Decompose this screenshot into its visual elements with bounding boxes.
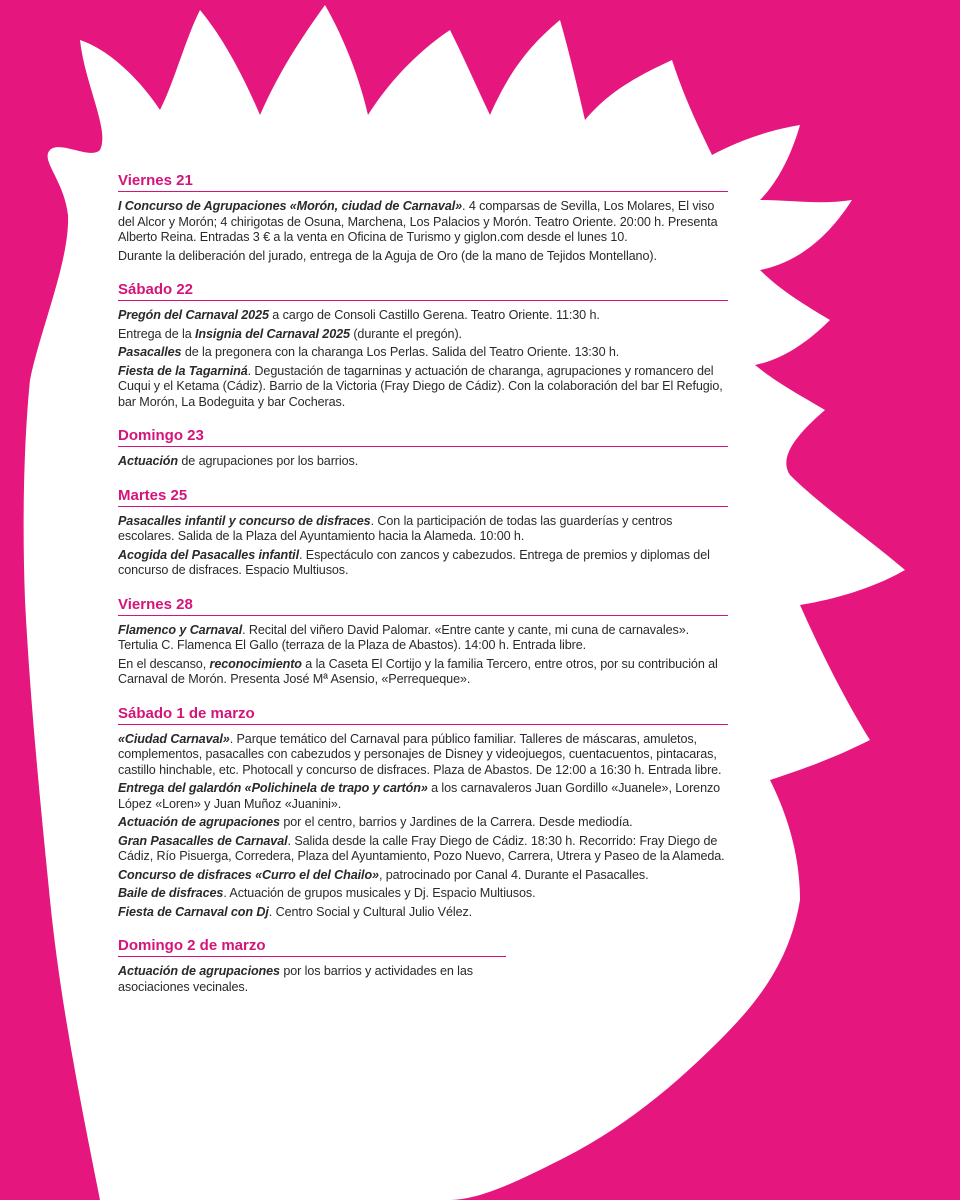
day-viernes-21 [118,172,728,264]
event-item: Concurso de disfraces «Curro el del Chailo», patrocinado por Canal 4. Durante el Pasacalles. [118,867,649,882]
event-item: En el descanso, reconocimiento a la Caseta El Cortijo y la familia Tercero, entre otros, por su contribución al Carnaval de Morón. Presenta José Mª Asensio, «Perrequeque». [118,656,718,686]
day-title: Viernes 28 [118,596,728,616]
event-item: Flamenco y Carnaval. Recital del viñero David Palomar. «Entre cante y cante, mi cuna de carnavales». Tertulia C. Flamenca El Gallo (terraza de la Plaza de Abastos). 14:00 h. Entrada libre. [118,622,690,652]
day-martes-25 [118,487,728,579]
day-title: Domingo 23 [118,427,728,447]
day-sabado-22 [118,281,728,410]
event-item: Gran Pasacalles de Carnaval. Salida desde la calle Fray Diego de Cádiz. 18:30 h. Recorrido: Fray Diego de Cádiz, Río Pisuerga, Corredera, Plaza del Ayuntamiento, Pozo Nuevo, Carrera, Utrera y Paseo de la Alameda. [118,833,725,863]
day-title: Martes 25 [118,487,728,507]
event-item: Pasacalles de la pregonera con la charanga Los Perlas. Salida del Teatro Oriente. 13:30 h. [118,345,620,359]
event-item: «Ciudad Carnaval». Parque temático del Carnaval para público familiar. Talleres de máscaras, amuletos, complementos, pasacalles con cabezudos y personajes de Disney y videojuegos, cuentacuentos, pintacaras, castillo hinchable, etc. Photocall y concurso de disfraces. Plaza de Abastos. De 12:00 a 16:30 h. Entrada libre. [118,731,722,777]
day-domingo-23 [118,427,728,470]
day-title: Viernes 21 [118,172,728,192]
event-item: Entrega del galardón «Polichinela de trapo y cartón» a los carnavaleros Juan Gordillo «Juanele», Lorenzo López «Loren» y Juan Muñoz «Juanini». [118,781,721,811]
event-item: Actuación de agrupaciones por los barrios. [118,454,359,468]
event-item: Actuación de agrupaciones por el centro, barrios y Jardines de la Carrera. Desde mediodía. [118,815,633,829]
day-domingo-2-marzo [118,937,506,995]
event-item: Entrega de la Insignia del Carnaval 2025 (durante el pregón). [118,326,462,341]
event-item: Fiesta de la Tagarniná. Degustación de tagarninas y actuación de charanga, agrupaciones y romancero del Cuqui y el Ketama (Cádiz). Barrio de la Victoria (Fray Diego de Cádiz). Con la colaboración del bar El Refugio, bar Morón, La Bodeguita y bar Cocheras. [118,363,723,409]
event-item: I Concurso de Agrupaciones «Morón, ciudad de Carnaval». 4 comparsas de Sevilla, Los Molares, El viso del Alcor y Morón; 4 chirigotas de Osuna, Marchena, Los Palacios y Morón. Teatro Oriente. 20:00 h. Presenta Alberto Reina. Entradas 3 € a la venta en Oficina de Turismo y giglon.com desde el lunes 10. [118,199,718,244]
event-item: Fiesta de Carnaval con Dj. Centro Social y Cultural Julio Vélez. [118,904,473,919]
day-title: Sábado 1 de marzo [118,705,728,725]
event-item: Durante la deliberación del jurado, entrega de la Aguja de Oro (de la mano de Tejidos Montellano). [118,248,657,263]
day-sabado-1-marzo [118,705,728,921]
event-item: Actuación de agrupaciones por los barrios y actividades en las asociaciones vecinales. [118,964,473,994]
event-item: Acogida del Pasacalles infantil. Espectáculo con zancos y cabezudos. Entrega de premios y diplomas del concurso de disfraces. Espacio Multiusos. [118,547,710,577]
event-item: Pasacalles infantil y concurso de disfraces. Con la participación de todas las guarderías y centros escolares. Salida de la Plaza del Ayuntamiento hacia la Alameda. 10:00 h. [118,513,673,543]
event-item: Pregón del Carnaval 2025 a cargo de Consoli Castillo Gerena. Teatro Oriente. 11:30 h. [118,308,600,322]
program-schedule [118,172,728,998]
day-title: Sábado 22 [118,281,728,301]
day-viernes-28 [118,596,728,688]
event-item: Baile de disfraces. Actuación de grupos musicales y Dj. Espacio Multiusos. [118,886,536,900]
day-title: Domingo 2 de marzo [118,937,506,957]
